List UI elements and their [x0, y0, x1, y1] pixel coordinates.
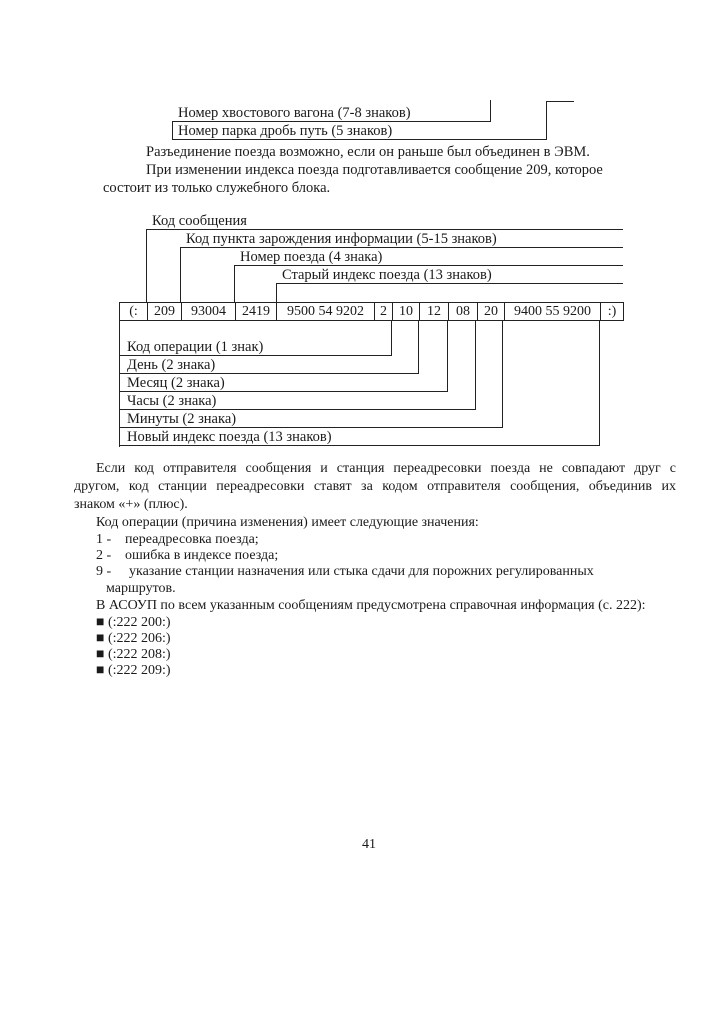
top-label-message-code: Код сообщения [152, 213, 247, 229]
cell-close: :) [607, 304, 617, 319]
top-drop-train-number [234, 265, 235, 303]
list-item-3-text: указание станции назначения или стыка сдачи для порожних регулированных [129, 564, 594, 579]
list-item-2-text: ошибка в индексе поезда; [125, 548, 279, 563]
cell-day: 10 [399, 304, 413, 319]
connector-tail-wagon [490, 100, 491, 122]
bottom-rise-hours [475, 320, 476, 410]
bottom-label-operation-code: Код операции (1 знак) [127, 339, 264, 355]
bottom-rise-minutes [502, 320, 503, 428]
bottom-rise-day [418, 320, 419, 374]
page-number: 41 [362, 837, 376, 852]
top-label-train-number: Номер поезда (4 знака) [240, 249, 383, 265]
top-label-old-index: Старый индекс поезда (13 знаков) [282, 267, 492, 283]
bottom-label-hours: Часы (2 знака) [127, 393, 217, 409]
top-drop-message-code [146, 229, 147, 303]
bottom-rise-operation-code [391, 320, 392, 356]
bottom-label-day: День (2 знака) [127, 357, 216, 373]
text-line-3: состоит из только служебного блока. [103, 180, 331, 196]
bullet-icon: ■ [96, 663, 105, 678]
bottom-rise-new-index [599, 320, 600, 446]
cell-month: 12 [427, 304, 441, 319]
reference-item [96, 648, 171, 662]
list-item-1-number: 1 - [96, 532, 112, 547]
list-item-1-text: переадресовка поезда; [125, 532, 259, 547]
label-tail-wagon: Номер хвостового вагона (7-8 знаков) [178, 105, 411, 121]
top-line-old-index [276, 283, 623, 284]
reference-item [96, 632, 171, 646]
reference-text: (:222 200:) [107, 615, 171, 630]
message-box [119, 302, 624, 321]
reference-text: (:222 206:) [107, 631, 171, 646]
cell-origin-point: 93004 [191, 304, 226, 319]
reference-text: (:222 209:) [107, 663, 171, 678]
text-line-2: При изменении индекса поезда подготавливается сообщение 209, которое [146, 162, 603, 178]
top-drop-old-index [276, 283, 277, 303]
reference-item [96, 664, 171, 678]
cell-open: (: [129, 304, 138, 319]
label-park: Номер парка дробь путь (5 знаков) [178, 123, 393, 139]
text-line-1: Разъединение поезда возможно, если он раньше был объединен в ЭВМ. [146, 144, 590, 160]
cell-new-index: 9400 55 9200 [514, 304, 591, 319]
bottom-line-new-index [119, 445, 600, 446]
bracket-left [172, 121, 173, 140]
bullet-icon: ■ [96, 615, 105, 630]
bottom-rise-month [447, 320, 448, 392]
reference-text: (:222 208:) [107, 647, 171, 662]
bottom-label-new-index: Новый индекс поезда (13 знаков) [127, 429, 332, 445]
paragraph-2: Код операции (причина изменения) имеет следующие значения: [96, 515, 479, 530]
connector-park [546, 101, 547, 140]
paragraph-1-line-1: Если код отправителя сообщения и станция переадресовки поезда не совпадают друг с [96, 461, 676, 476]
top-drop-origin-point [180, 247, 181, 303]
cell-hours: 08 [456, 304, 470, 319]
bottom-label-month: Месяц (2 знака) [127, 375, 225, 391]
list-item-3-number: 9 - [96, 564, 112, 579]
bullet-icon: ■ [96, 631, 105, 646]
top-label-origin-point: Код пункта зарождения информации (5-15 знаков) [186, 231, 497, 247]
bullet-icon: ■ [96, 647, 105, 662]
list-item-2-number: 2 - [96, 548, 112, 563]
list-item-3-continuation: маршрутов. [106, 581, 176, 596]
reference-item [96, 616, 171, 630]
paragraph-3: В АСОУП по всем указанным сообщениям предусмотрена справочная информация (с. 222): [96, 598, 646, 613]
paragraph-1-line-2: другом, код станции переадресовки ставят за кодом отправителя сообщения, объединив их [74, 479, 676, 494]
underline-park [172, 139, 546, 140]
paragraph-1-line-3: знаком «+» (плюс). [74, 497, 188, 512]
cell-train-number: 2419 [242, 304, 270, 319]
connector-park-top [546, 101, 574, 102]
cell-old-index: 9500 54 9202 [287, 304, 364, 319]
cell-minutes: 20 [484, 304, 498, 319]
cell-operation-code: 2 [380, 304, 387, 319]
cell-message-code: 209 [154, 304, 175, 319]
bottom-label-minutes: Минуты (2 знака) [127, 411, 237, 427]
